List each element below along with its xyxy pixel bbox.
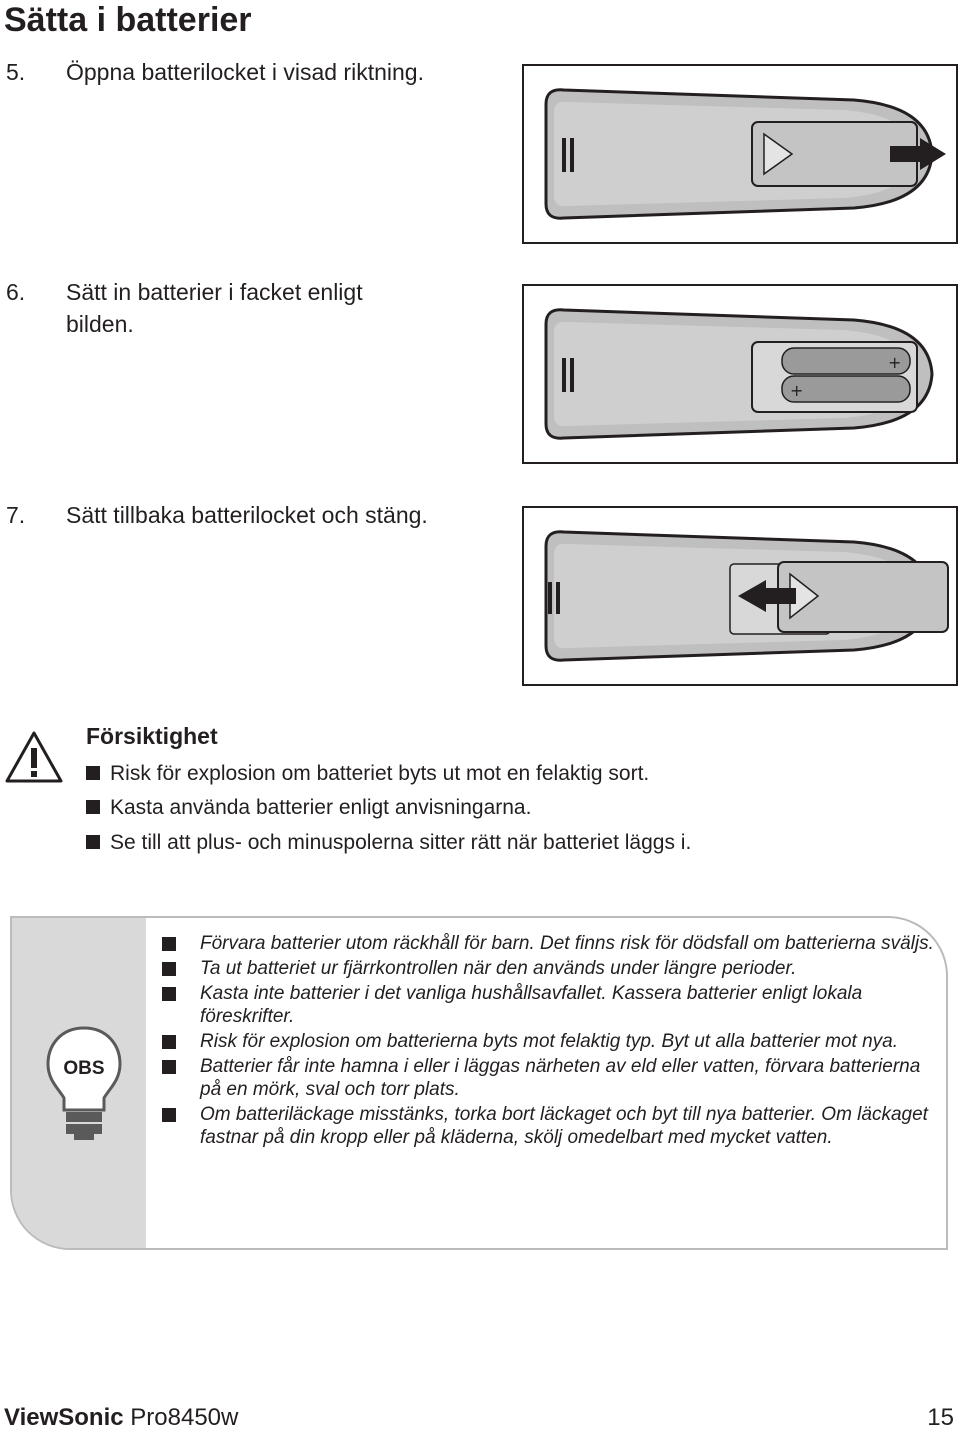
bullet-square-icon xyxy=(162,937,176,951)
bullet-square-icon xyxy=(86,766,100,780)
note-box xyxy=(10,916,948,1250)
caution-item: Kasta använda batterier enligt anvisningarna. xyxy=(86,792,531,824)
note-item: Om batteriläckage misstänks, torka bort läckaget och byt till nya batterier. Om läckaget fastnar på din kropp eller på kläderna, skölj omedelbart med mycket vatten. xyxy=(162,1103,942,1149)
bullet-square-icon xyxy=(86,800,100,814)
bullet-square-icon xyxy=(162,1060,176,1074)
step-5 xyxy=(6,56,506,90)
brand-name: ViewSonic xyxy=(4,1404,124,1431)
figure-insert-batteries xyxy=(522,284,958,464)
note-sidebar xyxy=(12,918,146,1248)
note-item: Ta ut batteriet ur fjärrkontrollen när den används under längre perioder. xyxy=(162,957,942,980)
footer-brand xyxy=(4,1404,238,1432)
step-number: 6. xyxy=(6,279,26,305)
bullet-square-icon xyxy=(86,835,100,849)
step-7 xyxy=(6,499,506,533)
step-text: Öppna batterilocket i visad riktning. xyxy=(66,59,424,85)
remote-control-illustration xyxy=(524,286,956,462)
svg-text:+: + xyxy=(888,353,902,372)
page-number: 15 xyxy=(927,1404,954,1431)
step-number: 5. xyxy=(6,59,26,85)
bullet-square-icon xyxy=(162,962,176,976)
remote-control-illustration xyxy=(524,508,956,684)
bullet-square-icon xyxy=(162,987,176,1001)
lightbulb-icon xyxy=(42,1022,126,1142)
step-number: 7. xyxy=(6,502,26,528)
remote-control-illustration xyxy=(524,66,956,242)
note-item: Kasta inte batterier i det vanliga hushållsavfallet. Kassera batterier enligt lokala föreskrifter. xyxy=(162,982,942,1028)
bullet-square-icon xyxy=(162,1035,176,1049)
warning-icon xyxy=(4,730,64,784)
figure-open-cover xyxy=(522,64,958,244)
note-item: Risk för explosion om batterierna byts mot felaktig typ. Byt ut alla batterier mot nya. xyxy=(162,1030,942,1053)
caution-title: Försiktighet xyxy=(86,723,218,749)
note-item: Förvara batterier utom räckhåll för barn. Det finns risk för dödsfall om batterierna sväljs. xyxy=(162,932,942,955)
page-title: Sätta i batterier xyxy=(4,1,252,39)
model-name: Pro8450w xyxy=(130,1404,239,1431)
step-text: Sätt tillbaka batterilocket och stäng. xyxy=(66,502,428,528)
bullet-square-icon xyxy=(162,1108,176,1122)
note-item: Batterier får inte hamna i eller i läggas närheten av eld eller vatten, förvara batterierna på en mörk, sval och torr plats. xyxy=(162,1055,942,1101)
figure-close-cover xyxy=(522,506,958,686)
svg-text:+: + xyxy=(790,381,804,400)
step-text: Sätt in batterier i facket enligt bilden. xyxy=(66,279,363,337)
caution-item: Risk för explosion om batteriet byts ut mot en felaktig sort. xyxy=(86,758,649,790)
step-6 xyxy=(6,276,406,346)
note-list xyxy=(162,932,942,1151)
note-label: OBS xyxy=(63,1058,105,1079)
caution-item: Se till att plus- och minuspolerna sitter rätt när batteriet läggs i. xyxy=(86,827,691,859)
